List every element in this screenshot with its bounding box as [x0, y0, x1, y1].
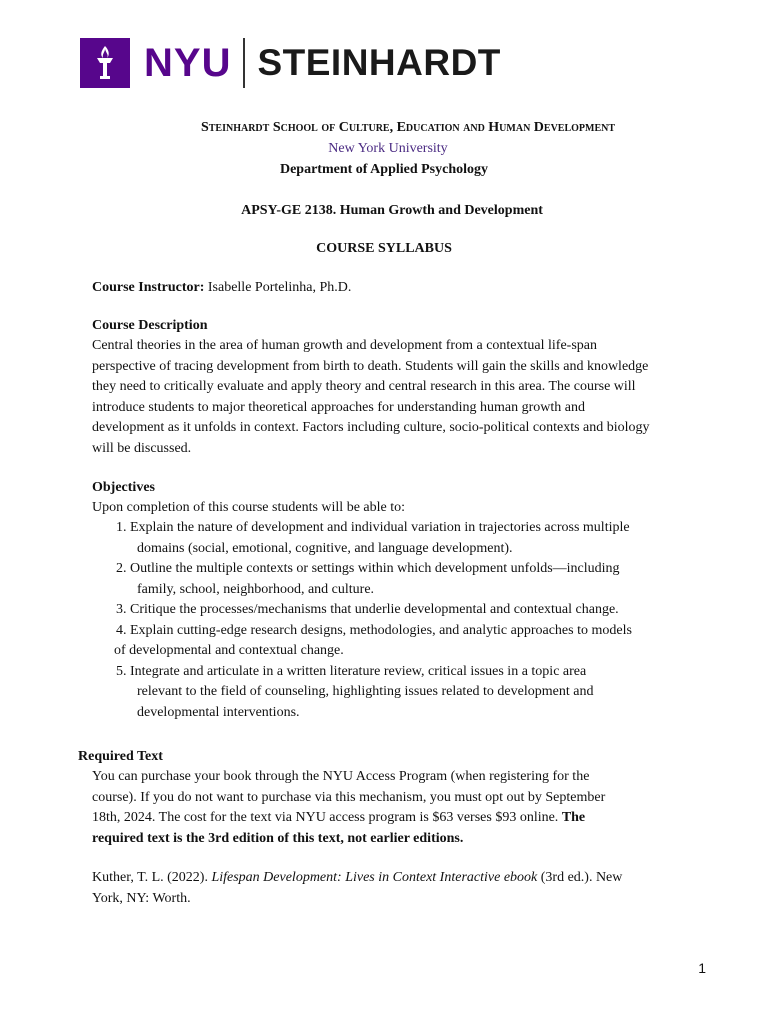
objective-item — [92, 621, 682, 662]
nyu-steinhardt-logo — [80, 38, 501, 88]
reference-edition: (3rd ed.). New — [537, 870, 623, 885]
required-text-body — [92, 767, 652, 849]
textbook-reference — [92, 868, 672, 909]
logo-divider — [243, 38, 245, 88]
objective-line: 2. Outline the multiple contexts or settings within which development unfolds—including — [116, 561, 620, 576]
description-line: introduce students to major theoretical approaches for understanding human growth and — [92, 399, 585, 415]
required-text-emphasis: The — [561, 810, 586, 825]
objective-line: 3. Critique the processes/mechanisms that underlie developmental and contextual change. — [116, 602, 619, 617]
objective-continuation: family, school, neighborhood, and culture. — [137, 581, 375, 597]
required-text-line: course). If you do not want to purchase via this mechanism, you must opt out by September — [92, 789, 606, 805]
objectives-intro: Upon completion of this course students will be able to: — [92, 500, 406, 515]
required-text-emphasis: required text is the 3rd edition of this text, not earlier editions. — [92, 830, 464, 846]
reference-authors: Kuther, T. L. (2022). — [92, 870, 212, 885]
objective-item — [92, 559, 682, 600]
reference-line — [92, 868, 672, 889]
description-line: development as it unfolds in context. Factors including culture, socio-political contexts and biology — [92, 420, 650, 435]
required-text-heading: Required Text — [78, 749, 163, 764]
school-name: Steinhardt School of Culture, Education and Human Development — [200, 120, 616, 135]
objective-line: 4. Explain cutting-edge research designs, methodologies, and analytic approaches to models — [116, 622, 632, 638]
objective-continuation: relevant to the field of counseling, highlighting issues related to development and — [137, 684, 594, 699]
description-line: perspective of tracing development from birth to death. Students will gain the skills and knowledge — [92, 358, 649, 374]
reference-title: Lifespan Development: Lives in Context Interactive ebook — [211, 870, 538, 885]
required-text-line — [92, 808, 652, 829]
description-body — [92, 336, 702, 459]
syllabus-heading: COURSE SYLLABUS — [316, 241, 452, 256]
objective-continuation: developmental interventions. — [137, 704, 300, 720]
objective-item — [92, 518, 682, 559]
nyu-torch-icon — [80, 38, 130, 88]
logo-nyu-text: NYU — [144, 41, 232, 85]
objective-item — [92, 600, 682, 621]
required-text-plain: 18th, 2024. The cost for the text via NYU access program is $63 verses $93 online. — [92, 810, 562, 825]
university-name: New York University — [328, 141, 448, 156]
objectives-list — [92, 518, 682, 723]
description-line: Central theories in the area of human growth and development from a contextual life-span — [92, 338, 597, 353]
reference-publisher: York, NY: Worth. — [92, 890, 191, 906]
objective-item — [92, 662, 682, 724]
description-heading: Course Description — [92, 318, 208, 333]
page-number: 1 — [698, 960, 706, 976]
objective-line: 5. Integrate and articulate in a written literature review, critical issues in a topic area — [116, 663, 587, 679]
logo-steinhardt-text: STEINHARDT — [257, 42, 501, 83]
description-line: they need to critically evaluate and apply theory and central research in this area. The course will — [92, 379, 636, 394]
department-name: Department of Applied Psychology — [279, 162, 489, 177]
objectives-heading: Objectives — [92, 480, 155, 495]
description-line: will be discussed. — [92, 440, 192, 456]
objective-continuation: of developmental and contextual change. — [114, 643, 344, 658]
course-instructor — [92, 278, 351, 299]
course-title: APSY-GE 2138. Human Growth and Development — [241, 203, 543, 218]
instructor-name: Isabelle Portelinha, Ph.D. — [207, 280, 352, 295]
required-text-line: You can purchase your book through the NYU Access Program (when registering for the — [92, 769, 590, 784]
objective-continuation: domains (social, emotional, cognitive, and language development). — [137, 540, 513, 556]
instructor-label: Course Instructor: — [92, 280, 205, 295]
objective-line: 1. Explain the nature of development and individual variation in trajectories across multiple — [116, 520, 630, 535]
